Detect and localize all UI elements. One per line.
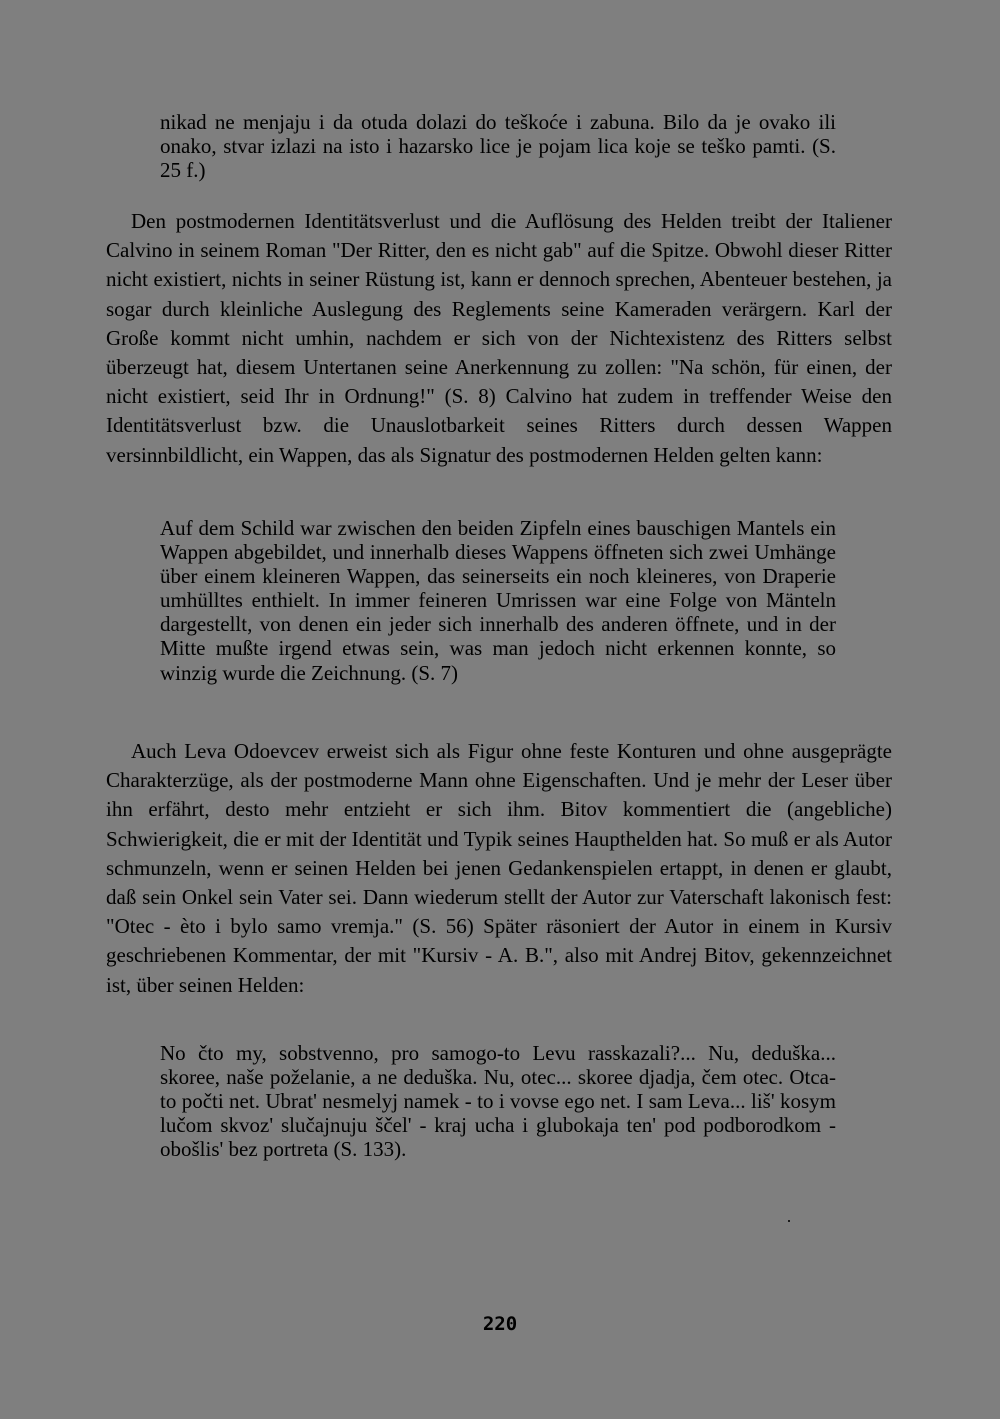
block-quote-bitov: No čto my, sobstvenno, pro samogo-to Levu rasskazali?... Nu, deduška... skoree, naše poželanie, a ne deduška. Nu, otec... skoree djadja, čem otec. Otca-to počti net. Ubrat' nesmelyj namek - to i vovse ego net. I sam Leva... liš' kosym lučom skvoz' slučajnuju ščel' - kraj ucha i glubokaja ten' pod podborodkom - obošlis' bez portreta (S. 133). [160,1041,836,1162]
block-quote-wappen: Auf dem Schild war zwischen den beiden Zipfeln eines bauschigen Mantels ein Wappen abgebildet, und innerhalb dieses Wappens öffneten sich zwei Umhänge über einem kleineren Wappen, das seinerseits ein noch kleineres, von Draperie umhülltes enthielt. In immer feineren Umrissen war eine Folge von Mänteln dargestellt, von denen ein jeder sich innerhalb des anderen öffnete, und in der Mitte mußte irgend etwas sein, was man jedoch nicht erkennen konnte, so winzig wurde die Zeichnung. (S. 7) [160,516,836,685]
paragraph-calvino: Den postmodernen Identitätsverlust und die Auflösung des Helden treibt der Italiener Calvino in seinem Roman "Der Ritter, den es nicht gab" auf die Spitze. Obwohl dieser Ritter nicht existiert, nichts in seiner Rüstung ist, kann er dennoch sprechen, Abenteuer bestehen, ja sogar durch kleinliche Auslegung des Reglements seine Kameraden verärgern. Karl der Große kommt nicht umhin, nachdem er sich von der Nichtexistenz des Ritters selbst überzeugt hat, diesem Untertanen seine Anerkennung zu zollen: "Na schön, für einen, der nicht existiert, seid Ihr in Ordnung!" (S. 8) Calvino hat zudem in treffender Weise den Identitätsverlust bzw. die Unauslotbarkeit seines Ritters durch dessen Wappen versinnbildlicht, ein Wappen, das als Signatur des postmodernen Helden gelten kann: [106,209,892,467]
block-quote-hazarsko: nikad ne menjaju i da otuda dolazi do teškoće i zabuna. Bilo da je ovako ili onako, stvar izlazi na isto i hazarsko lice je pojam lica koje se teško pamti. (S. 25 f.) [160,110,836,183]
paragraph-leva-odoevcev: Auch Leva Odoevcev erweist sich als Figur ohne feste Konturen und ohne ausgeprägte Charakterzüge, als der postmoderne Mann ohne Eigenschaften. Und je mehr der Leser über ihn erfährt, desto mehr entzieht er sich ihm. Bitov kommentiert die (angebliche) Schwierigkeit, die er mit der Identität und Typik seines Haupthelden hat. So muß er als Autor schmunzeln, wenn er seinen Helden bei jenen Gedankenspielen ertappt, in denen er glaubt, daß sein Onkel sein Vater sei. Dann wiederum stellt der Autor zur Vaterschaft lakonisch fest: "Otec - èto i bylo samo vremja." (S. 56) Später räsoniert der Autor in einem in Kursiv geschriebenen Kommentar, der mit "Kursiv - A. B.", also mit Andrej Bitov, gekennzeichnet ist, über seinen Helden: [106,739,892,997]
scan-speck [788,1220,790,1222]
page-number: 220 [482,1313,518,1335]
